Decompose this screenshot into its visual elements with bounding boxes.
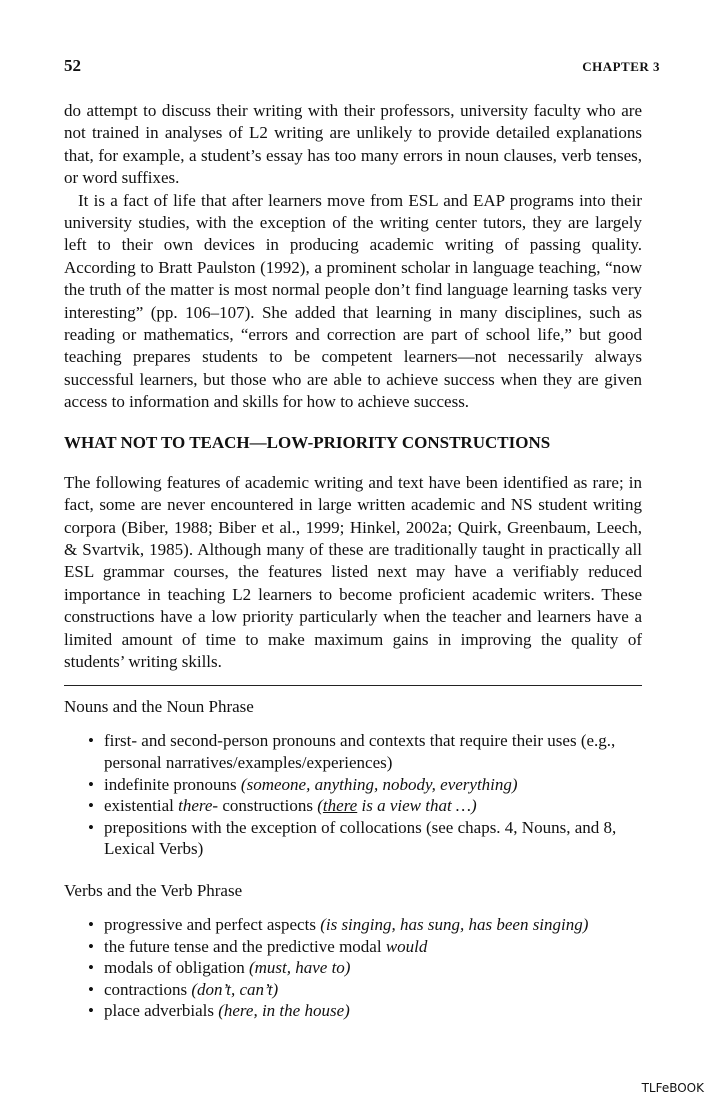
list-item-example: (is singing, has sung, has been singing) <box>320 914 589 934</box>
verbs-list <box>64 914 642 1022</box>
list-item-example: (here, in the house) <box>218 1001 350 1021</box>
list-item-example: is a view that …) <box>357 796 477 816</box>
chapter-label: CHAPTER 3 <box>582 59 660 74</box>
list-item-term: there- <box>178 796 219 816</box>
list-item <box>88 795 642 817</box>
list-item-text: indefinite pronouns <box>104 774 241 794</box>
list-item-text: modals of obligation <box>104 958 249 978</box>
body-paragraph: do attempt to discuss their writing with their professors, university faculty who are not trained in analyses of L2 writing are unlikely to provide detailed explanations that, for example, a student’s essay has too many errors in noun clauses, verb tenses, or word suffixes. <box>64 101 642 188</box>
page-number: 52 <box>64 56 81 75</box>
body-paragraph: The following features of academic writing and text have been identified as rare; in fact, some are never encountered in large written academic and NS student writing corpora (Biber, 1988; Biber et al., 1999; Hinkel, 2002a; Quirk, Greenbaum, Leech, & Svartvik, 1985). Although many of these are traditionally taught in practically all ESL grammar courses, the features listed next may have a verifiably reduced importance in teaching L2 learners to become proficient academic writers. These constructions have a low priority particularly when the teacher and learners have a limited amount of time to make maximum gains in improving the quality of students’ writing skills. <box>64 472 642 671</box>
list-item <box>88 936 642 958</box>
list-item-text: prepositions with the exception of collocations (see chaps. 4, Nouns, and 8, Lexical Verbs) <box>104 817 617 859</box>
bullet-icon: • <box>88 1001 94 1021</box>
list-item-text: contractions <box>104 979 192 999</box>
nouns-list <box>64 730 642 860</box>
list-item-example: would <box>385 936 428 956</box>
bullet-icon: • <box>88 796 94 816</box>
section-heading: WHAT NOT TO TEACH—LOW-PRIORITY CONSTRUCTIONS <box>64 432 551 452</box>
list-item-example: (don’t, can’t) <box>191 979 279 999</box>
list-item <box>88 914 642 936</box>
list-item <box>88 957 642 979</box>
list-item-text: existential <box>104 796 179 816</box>
list-item-example: (must, have to) <box>248 958 351 978</box>
list-item <box>88 979 642 1001</box>
bullet-icon: • <box>88 936 94 956</box>
bullet-icon: • <box>88 731 94 751</box>
list-item-text: place adverbials <box>104 1001 219 1021</box>
bullet-icon: • <box>88 817 94 837</box>
bullet-icon: • <box>88 774 94 794</box>
list-item-example: ( <box>317 796 323 816</box>
subsection-title: Nouns and the Noun Phrase <box>64 697 254 717</box>
list-item <box>88 774 642 796</box>
page-body <box>64 100 642 1022</box>
list-item <box>88 730 642 773</box>
list-item-text: progressive and perfect aspects <box>104 914 321 934</box>
list-item-example: (someone, anything, nobody, everything) <box>240 774 518 794</box>
subsection-title: Verbs and the Verb Phrase <box>64 880 243 900</box>
list-item <box>88 817 642 860</box>
body-paragraph: It is a fact of life that after learners move from ESL and EAP programs into their university studies, with the exception of the writing center tutors, they are largely left to their own devices in producing academic writing of passing quality. According to Bratt Paulston (1992), a prominent scholar in language teaching, “now the truth of the matter is most normal people don’t find language learning tasks very interesting” (pp. 106–107). She added that learning in many disciplines, such as reading or mathematics, “errors and correction are part of school life,” but good teaching prepares students to be competent learners—not necessarily always successful learners, but those who are able to achieve success when they are given access to information and skills for how to achieve success. <box>64 190 642 412</box>
list-item-text: first- and second-person pronouns and contexts that require their uses (e.g., personal narratives/examples/experiences) <box>104 731 616 772</box>
list-item-text: constructions <box>218 796 318 816</box>
list-item-text: the future tense and the predictive modal <box>104 936 386 956</box>
bullet-icon: • <box>88 958 94 978</box>
bullet-icon: • <box>88 914 94 934</box>
watermark: TLFeBOOK <box>641 1081 704 1095</box>
bullet-icon: • <box>88 979 94 999</box>
list-item <box>88 1000 642 1022</box>
section-divider <box>64 685 642 686</box>
list-item-example-underlined: there <box>322 796 358 816</box>
